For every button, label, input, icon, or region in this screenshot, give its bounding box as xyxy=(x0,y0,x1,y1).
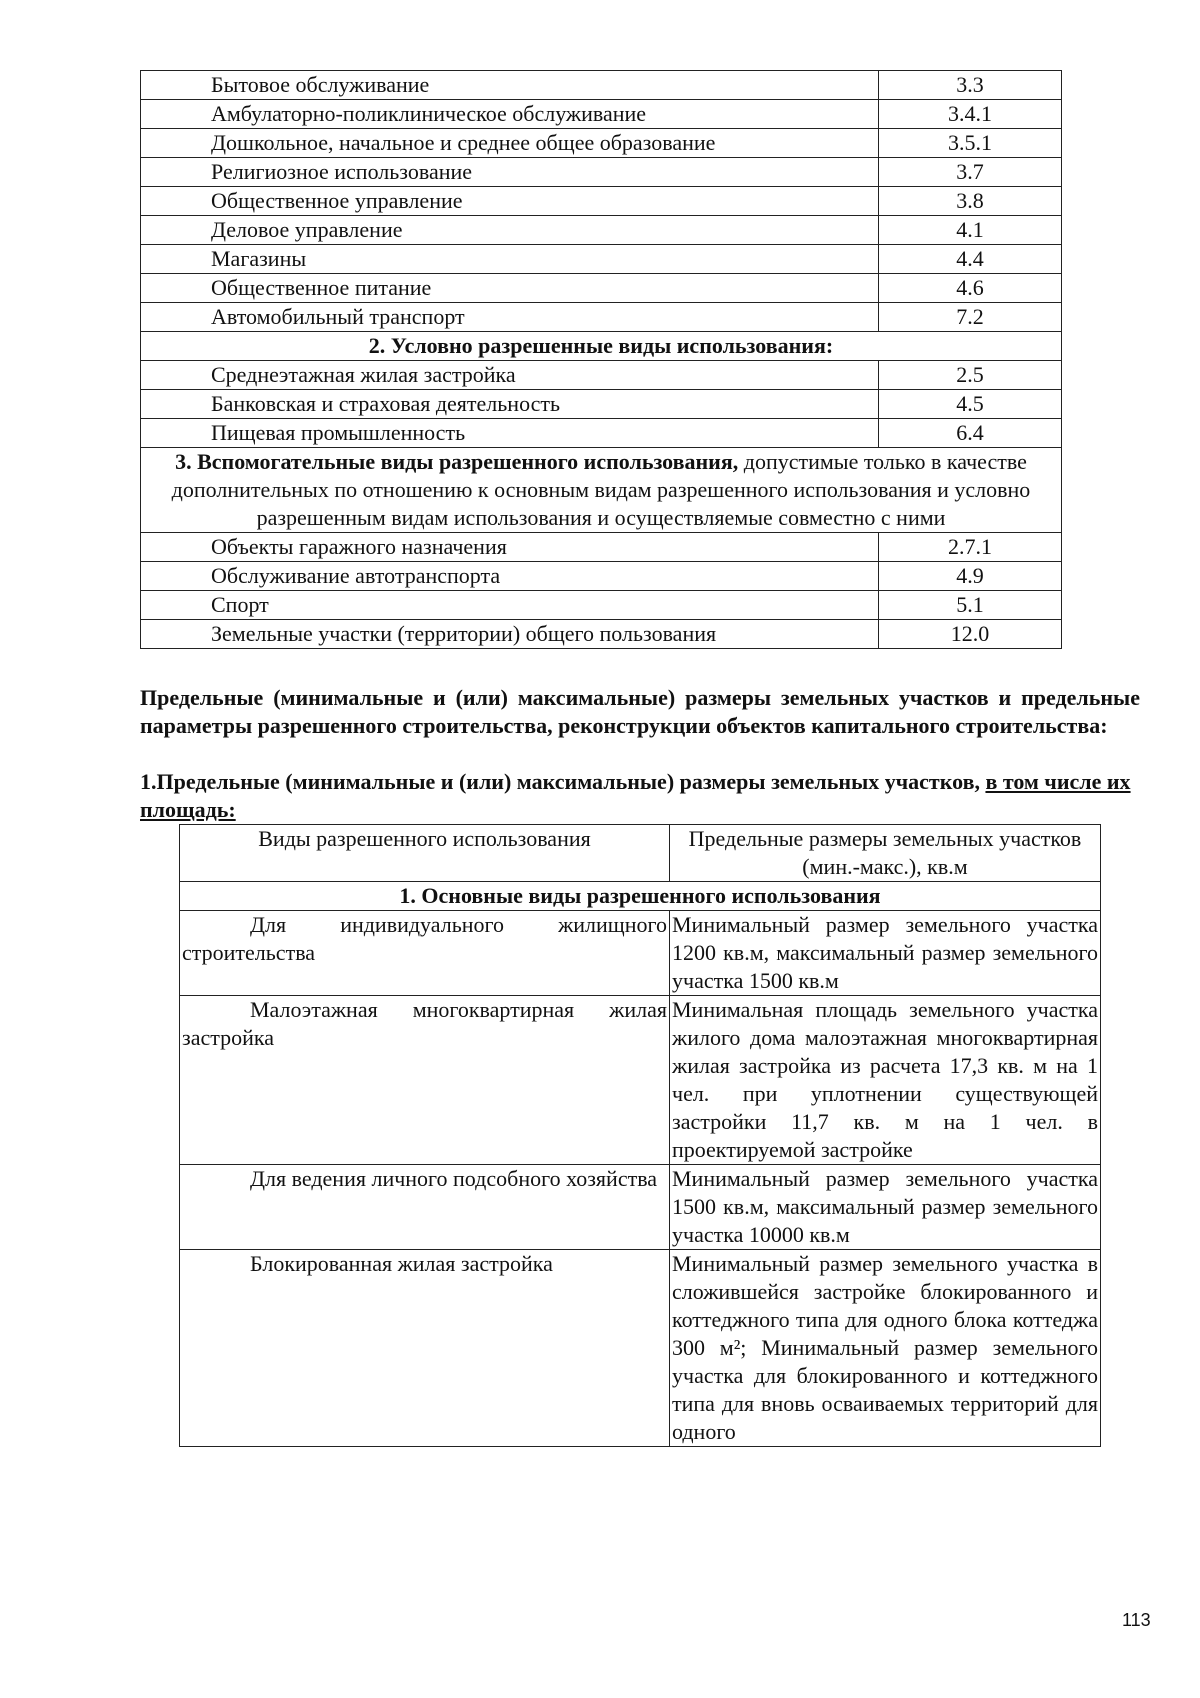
use-code: 4.6 xyxy=(879,274,1062,303)
use-name: Блокированная жилая застройка xyxy=(180,1250,670,1447)
table-row xyxy=(180,1250,1101,1447)
table-row xyxy=(141,390,1062,419)
use-name: Бытовое обслуживание xyxy=(141,71,879,100)
use-code: 2.7.1 xyxy=(879,533,1062,562)
column-header-use: Виды разрешенного использования xyxy=(180,825,670,882)
use-name: Дошкольное, начальное и среднее общее образование xyxy=(141,129,879,158)
section-heading-auxiliary xyxy=(141,448,1062,533)
table-row xyxy=(141,361,1062,390)
table-row xyxy=(141,591,1062,620)
use-code: 2.5 xyxy=(879,361,1062,390)
section-row xyxy=(141,332,1062,361)
parameters-heading: Предельные (минимальные и (или) максимальные) размеры земельных участков и предельные параметры разрешенного строительства, реконструкции объектов капитального строительства: xyxy=(140,685,1140,738)
use-name: Религиозное использование xyxy=(141,158,879,187)
use-code: 3.5.1 xyxy=(879,129,1062,158)
use-name: Объекты гаражного назначения xyxy=(141,533,879,562)
use-name: Малоэтажная многоквартирная жилая застройка xyxy=(180,996,670,1165)
table-row xyxy=(180,911,1101,996)
table-row xyxy=(141,620,1062,649)
section-row xyxy=(141,448,1062,533)
land-size-heading-underlined: в том числе их площадь: xyxy=(140,769,1131,822)
size-limit: Минимальный размер земельного участка 1200 кв.м, максимальный размер земельного участка 1500 кв.м xyxy=(670,911,1101,996)
column-header-limits: Предельные размеры земельных участков (мин.-макс.), кв.м xyxy=(670,825,1101,882)
table-row xyxy=(141,419,1062,448)
use-name: Амбулаторно-поликлиническое обслуживание xyxy=(141,100,879,129)
use-name: Земельные участки (территории) общего пользования xyxy=(141,620,879,649)
table-row xyxy=(180,1165,1101,1250)
table-row xyxy=(141,533,1062,562)
table-row xyxy=(141,303,1062,332)
use-code: 5.1 xyxy=(879,591,1062,620)
use-name: Для индивидуального жилищного строительства xyxy=(180,911,670,996)
land-size-table xyxy=(179,824,1101,1447)
table-row xyxy=(141,158,1062,187)
use-code: 4.9 xyxy=(879,562,1062,591)
use-name: Пищевая промышленность xyxy=(141,419,879,448)
section-heading-conditional: 2. Условно разрешенные виды использования: xyxy=(141,332,1062,361)
use-code: 3.8 xyxy=(879,187,1062,216)
use-name: Спорт xyxy=(141,591,879,620)
use-code: 3.4.1 xyxy=(879,100,1062,129)
table-row xyxy=(180,996,1101,1165)
use-name: Автомобильный транспорт xyxy=(141,303,879,332)
table-row xyxy=(141,245,1062,274)
use-code: 4.1 xyxy=(879,216,1062,245)
size-limit: Минимальный размер земельного участка в сложившейся застройке блокированного и коттеджного типа для одного блока коттеджа 300 м²; Минимальный размер земельного участка для блокированного и коттеджного типа для вновь осваиваемых территорий для одного xyxy=(670,1250,1101,1447)
page-number: 113 xyxy=(1122,1610,1151,1630)
use-name: Среднеэтажная жилая застройка xyxy=(141,361,879,390)
use-name: Банковская и страховая деятельность xyxy=(141,390,879,419)
use-code: 3.7 xyxy=(879,158,1062,187)
table-header-row xyxy=(180,825,1101,882)
section-row xyxy=(180,882,1101,911)
table-row xyxy=(141,562,1062,591)
size-limit: Минимальная площадь земельного участка жилого дома малоэтажная многоквартирная жилая застройка из расчета 17,3 кв. м на 1 чел. при уплотнении существующей застройки 11,7 кв. м на 1 чел. в проектируемой застройке xyxy=(670,996,1101,1165)
section-heading-auxiliary-text: допустимые только в качестве дополнительных по отношению к основным видам разрешенного использования и условно разрешенным видам использования и осуществляемые совместно с ними xyxy=(171,449,1031,530)
land-size-heading xyxy=(140,768,1140,824)
table-row xyxy=(141,129,1062,158)
use-name: Общественное управление xyxy=(141,187,879,216)
use-name: Магазины xyxy=(141,245,879,274)
section-heading-auxiliary-bold: 3. Вспомогательные виды разрешенного использования, xyxy=(175,449,739,474)
table-row xyxy=(141,100,1062,129)
table-row xyxy=(141,274,1062,303)
use-name: Для ведения личного подсобного хозяйства xyxy=(180,1165,670,1250)
table-row xyxy=(141,216,1062,245)
table-row xyxy=(141,187,1062,216)
use-name: Обслуживание автотранспорта xyxy=(141,562,879,591)
use-name: Деловое управление xyxy=(141,216,879,245)
use-code: 3.3 xyxy=(879,71,1062,100)
use-code: 12.0 xyxy=(879,620,1062,649)
land-size-heading-text: 1.Предельные (минимальные и (или) максимальные) размеры земельных участков, xyxy=(140,769,986,794)
use-code: 4.5 xyxy=(879,390,1062,419)
size-limit: Минимальный размер земельного участка 1500 кв.м, максимальный размер земельного участка 10000 кв.м xyxy=(670,1165,1101,1250)
use-name: Общественное питание xyxy=(141,274,879,303)
table-row xyxy=(141,71,1062,100)
use-code: 7.2 xyxy=(879,303,1062,332)
permitted-use-table xyxy=(140,70,1062,649)
use-code: 4.4 xyxy=(879,245,1062,274)
section-heading-main: 1. Основные виды разрешенного использования xyxy=(180,882,1101,911)
use-code: 6.4 xyxy=(879,419,1062,448)
